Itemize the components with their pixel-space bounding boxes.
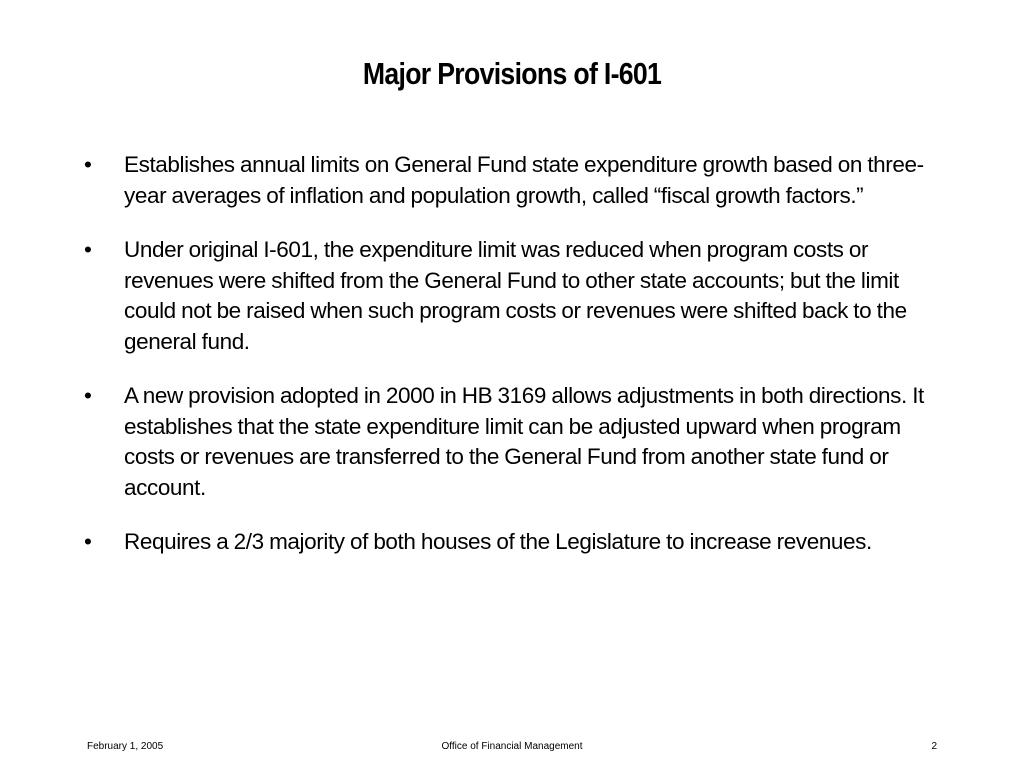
footer-date: February 1, 2005 — [87, 741, 164, 752]
bullet-icon: • — [84, 383, 92, 408]
footer-page-number: 2 — [931, 741, 937, 752]
footer-organization: Office of Financial Management — [441, 741, 583, 752]
bullet-item — [84, 381, 964, 503]
bullet-item — [84, 235, 964, 357]
slide-title: Major Provisions of I-601 — [362, 56, 662, 91]
bullet-icon: • — [84, 529, 92, 554]
bullet-text: Under original I-601, the expenditure limit was reduced when program costs or revenues were shifted from the General Fund to other state accounts; but the limit could not be raised when such program costs or revenues were shifted back to the general fund. — [124, 237, 907, 354]
bullet-text: Establishes annual limits on General Fund state expenditure growth based on three-year averages of inflation and population growth, called “fiscal growth factors.” — [124, 152, 924, 208]
bullet-item — [84, 527, 964, 558]
bullet-icon: • — [84, 237, 92, 262]
bullet-text: Requires a 2/3 majority of both houses of the Legislature to increase revenues. — [124, 529, 872, 554]
bullet-text: A new provision adopted in 2000 in HB 3169 allows adjustments in both directions. It establishes that the state expenditure limit can be adjusted upward when program costs or revenues are transferred to the General Fund from another state fund or account. — [124, 383, 924, 500]
bullet-item — [84, 150, 964, 211]
bullet-icon: • — [84, 152, 92, 177]
bullet-list — [84, 150, 964, 582]
